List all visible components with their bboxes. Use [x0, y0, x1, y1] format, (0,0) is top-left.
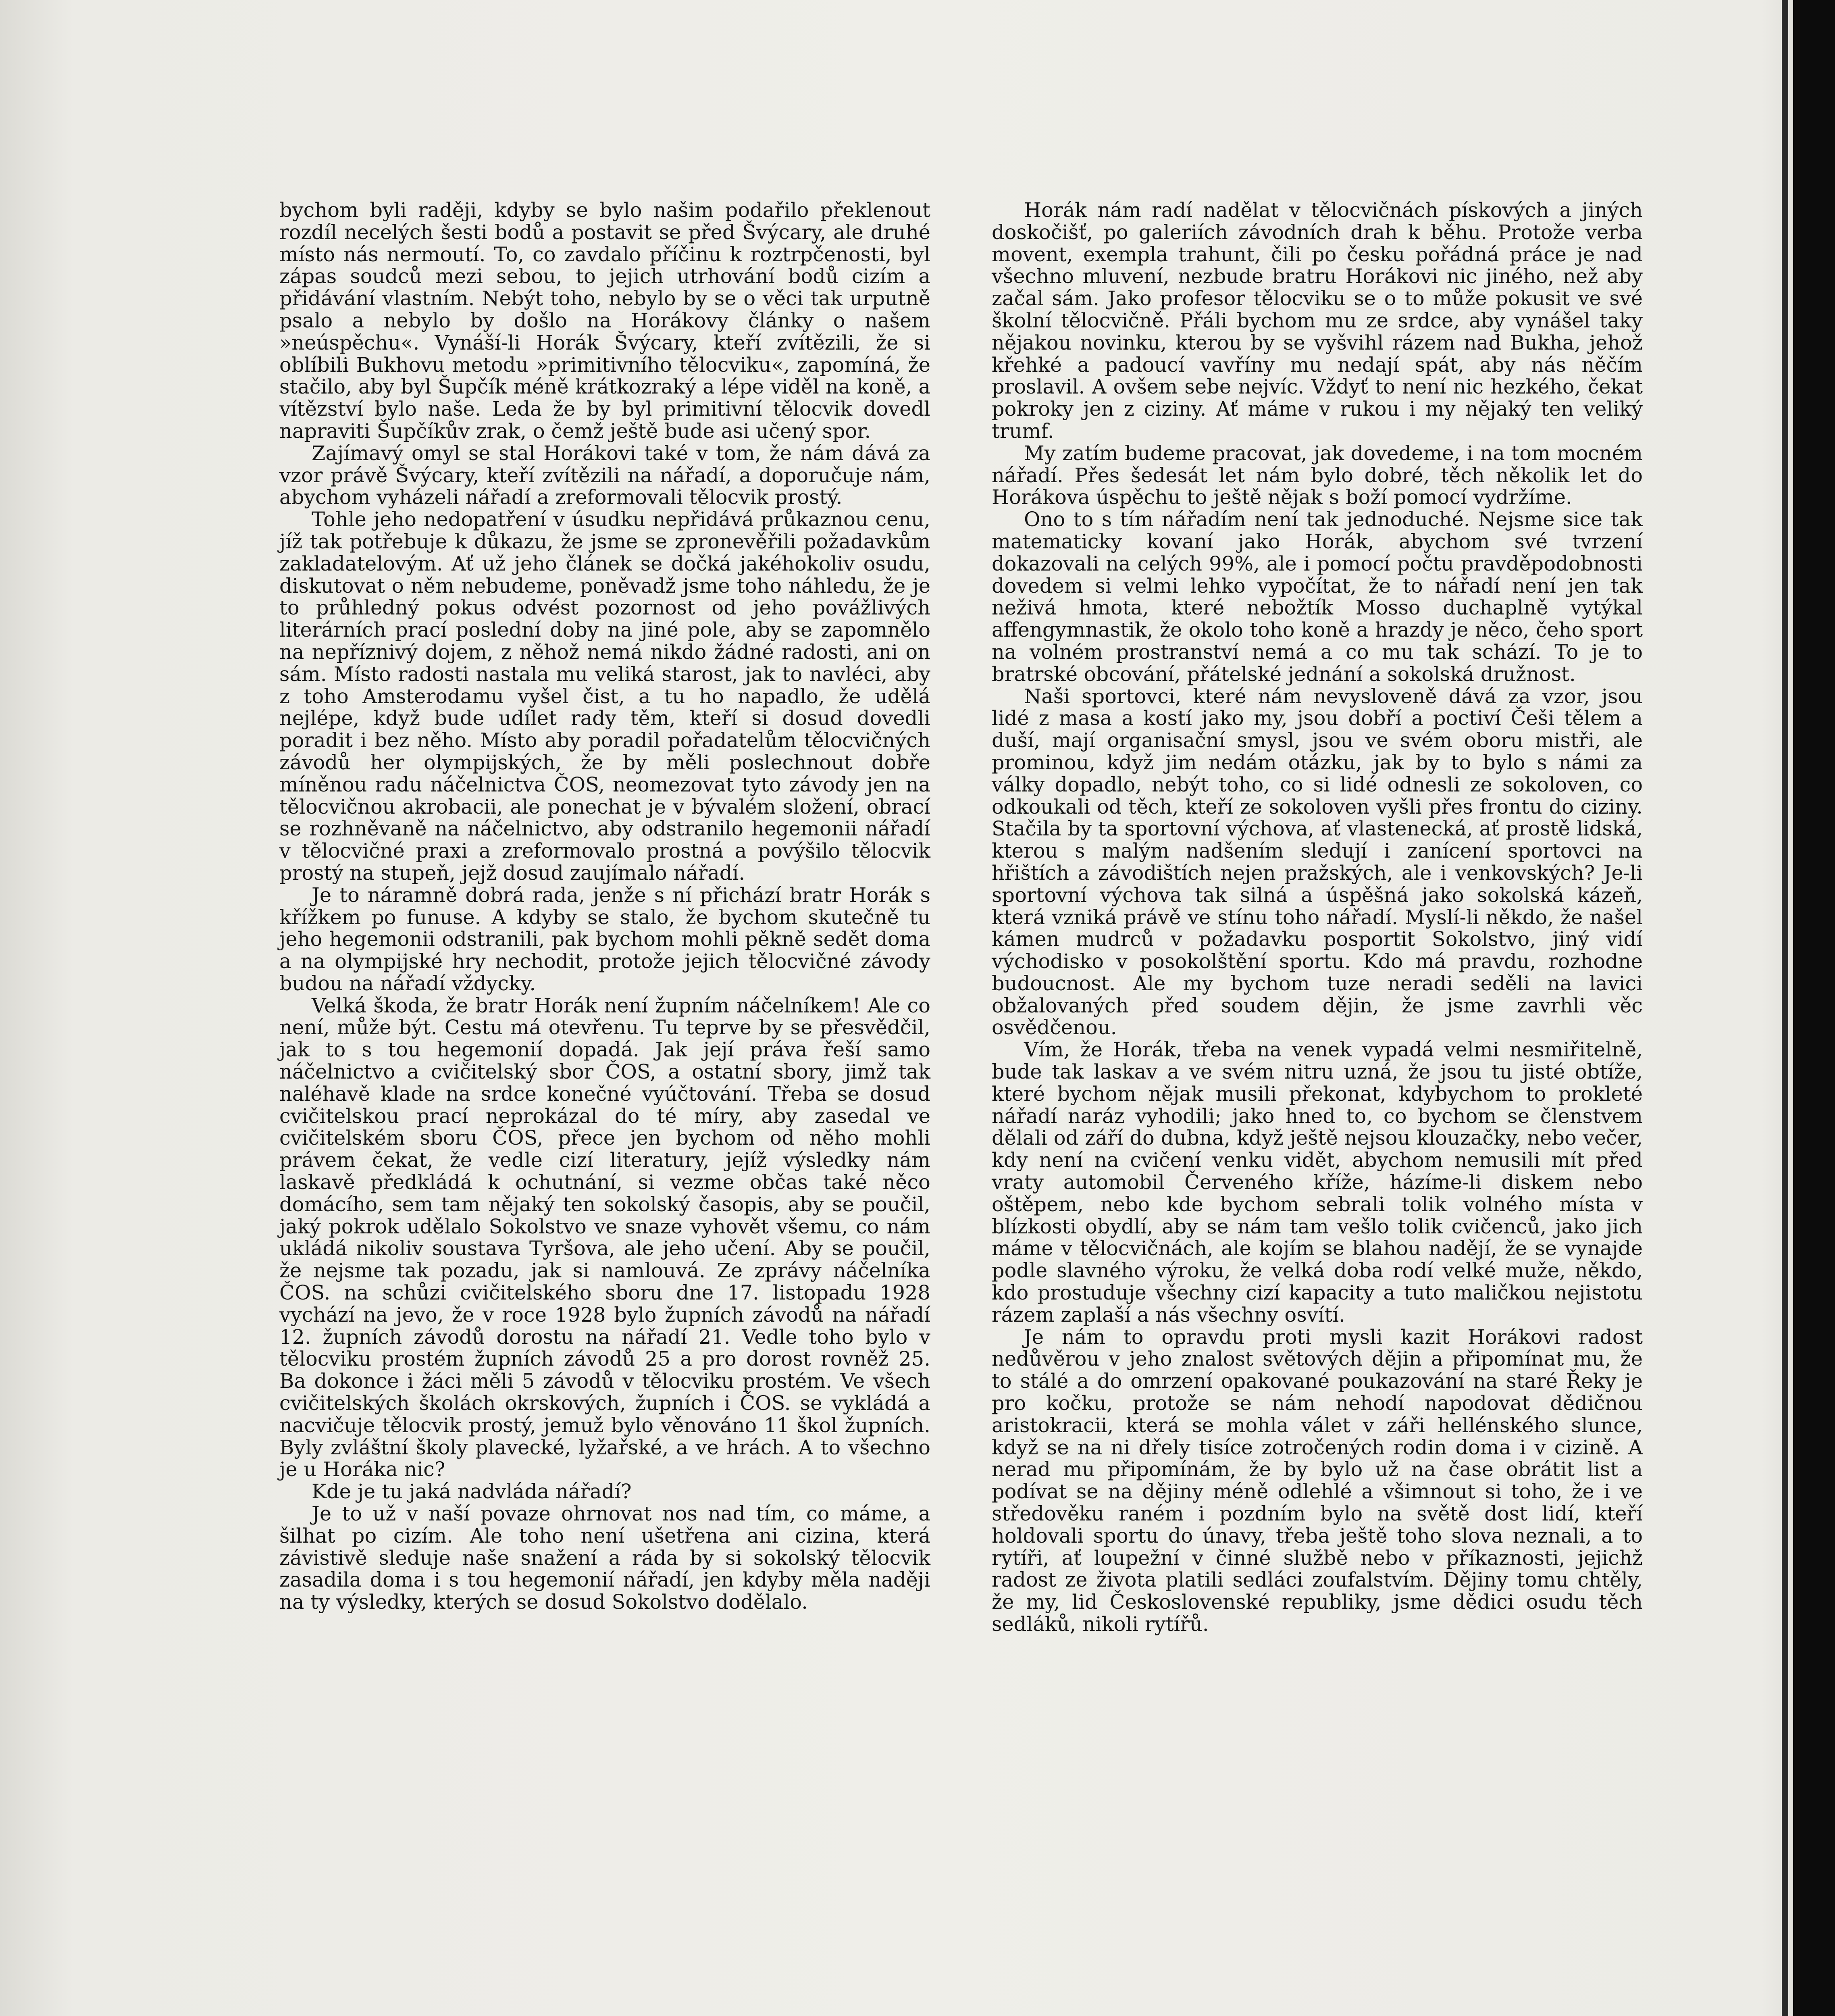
scan-edge [1793, 0, 1835, 2016]
right-text-column [992, 199, 1643, 1635]
paragraph: Horák nám radí nadělat v tělocvičnách pískových a jiných doskočišť, po galeriích závodních drah k běhu. Protože verba movent, exempla trahunt, čili po česku pořádná práce je nad všechno mluvení, nezbude bratru Horákovi nic jiného, než aby začal sám. Jako profesor tělocviku se o to může pokusit ve své školní tělocvičně. Přáli bychom mu ze srdce, aby vynášel taky nějakou novinku, kterou by se vyšvihl rázem nad Bukha, jehož křehké a padoucí vavříny mu nedají spát, aby nás něčím proslavil. A ovšem sebe nejvíc. Vždyť to není nic hezkého, čekat pokroky jen z ciziny. Ať máme v rukou i my nějaký ten veliký trumf. [992, 198, 1643, 443]
paragraph: My zatím budeme pracovat, jak dovedeme, i na tom mocném nářadí. Přes šedesát let nám bylo dobré, těch několik let do Horákova úspěchu to ještě nějak s boží pomocí vydržíme. [992, 441, 1643, 509]
paragraph: Zajímavý omyl se stal Horákovi také v tom, že nám dává za vzor právě Švýcary, kteří zvítězili na nářadí, a doporučuje nám, abychom vyházeli nářadí a zreformovali tělocvik prostý. [279, 441, 930, 509]
paragraph: Vím, že Horák, třeba na venek vypadá velmi nesmiřitelně, bude tak laskav a ve svém nitru uzná, že jsou tu jisté obtíže, které bychom nějak musili překonat, kdybychom to prokleté nářadí naráz vyhodili; jako hned to, co bychom se členstvem dělali od září do dubna, když ještě nejsou klouzačky, nebo večer, kdy není na cvičení venku vidět, abychom nemusili mít před vraty automobil Červeného kříže, házíme-li diskem nebo oštěpem, nebo kde bychom sebrali tolik volného místa v blízkosti obydlí, aby se nám tam vešlo tolik cvičenců, jako jich máme v tělocvičnách, ale kojím se blahou nadějí, že se vynajde podle slavného výroku, že velká doba rodí velké muže, někdo, kdo prostuduje všechny cizí kapacity a tuto maličkou nejistotu rázem zaplaší a nás všechny osvítí. [992, 1038, 1643, 1327]
paragraph: Je to náramně dobrá rada, jenže s ní přichází bratr Horák s křížkem po funuse. A kdyby se stalo, že bychom skutečně tu jeho hegemonii odstranili, pak bychom mohli pěkně sedět doma a na olympijské hry nechodit, protože jejich tělocvičné závody budou na nářadí vždycky. [279, 883, 930, 995]
paragraph: Velká škoda, že bratr Horák není župním náčelníkem! Ale co není, může být. Cestu má otevřenu. Tu teprve by se přesvědčil, jak to s tou hegemonií dopadá. Jak její práva řeší samo náčelnictvo a cvičitelský sbor ČOS, a ostatní sbory, jimž tak naléhavě klade na srdce konečné vyúčtování. Třeba se dosud cvičitelskou prací neprokázal do té míry, aby zasedal ve cvičitelském sboru ČOS, přece jen bychom od něho mohli právem čekat, že vedle cizí literatury, jejíž výsledky nám laskavě předkládá k ochutnání, si vezme občas také něco domácího, sem tam nějaký ten sokolský časopis, aby se poučil, jaký pokrok udělalo Sokolstvo ve snaze vyhovět všemu, co nám ukládá nikoliv soustava Tyršova, ale jeho učení. Aby se poučil, že nejsme tak pozadu, jak si namlouvá. Ze zprávy náčelníka ČOS. na schůzi cvičitelského sboru dne 17. listopadu 1928 vychází na jevo, že v roce 1928 bylo župních závodů na nářadí 12. župních závodů dorostu na nářadí 21. Vedle toho bylo v tělocviku prostém župních závodů 25 a pro dorost rovněž 25. Ba dokonce i žáci měli 5 závodů v tělocviku prostém. Ve všech cvičitelských školách okrskových, župních i ČOS. se vykládá a nacvičuje tělocvik prostý, jemuž bylo věnováno 11 škol župních. Byly zvláštní školy plavecké, lyžařské, a ve hrách. A to všechno je u Horáka nic? [279, 993, 930, 1481]
paragraph: bychom byli raději, kdyby se bylo našim podařilo překlenout rozdíl necelých šesti bodů a postavit se před Švýcary, ale druhé místo nás nermoutí. To, co zavdalo příčinu k roztrpčenosti, byl zápas soudců mezi sebou, to jejich utrhování bodů cizím a přidávání vlastním. Nebýt toho, nebylo by se o věci tak urputně psalo a nebylo by došlo na Horákovy články o našem »neúspěchu«. Vynáší-li Horák Švýcary, kteří zvítězili, že si oblíbili Bukhovu metodu »primitivního tělocviku«, zapomíná, že stačilo, aby byl Šupčík méně krátkozraký a lépe viděl na koně, a vítězství bylo naše. Leda že by byl primitivní tělocvik dovedl napraviti Šupčíkův zrak, o čemž ještě bude asi učený spor. [279, 198, 930, 443]
paragraph: Tohle jeho nedopatření v úsudku nepřidává průkaznou cenu, jíž tak potřebuje k důkazu, že jsme se zpronevěřili požadavkům zakladatelovým. Ať už jeho článek se dočká jakéhokoliv osudu, diskutovat o něm nebudeme, poněvadž jsme toho náhledu, že je to průhledný pokus odvést pozornost od jeho povážlivých literárních prací poslední doby na jiné pole, aby se zapomnělo na nepříznivý dojem, z něhož nemá nikdo žádné radosti, ani on sám. Místo radosti nastala mu veliká starost, jak to navléci, aby z toho Amsterodamu vyšel čist, a tu ho napadlo, že udělá nejlépe, když bude udílet rady těm, kteří si dosud dovedli poradit i bez něho. Místo aby poradil pořadatelům tělocvičných závodů her olympijských, že by měli poslechnout dobře míněnou radu náčelnictva ČOS, neomezovat tyto závody jen na tělocvičnou akrobacii, ale ponechat je v bývalém složení, obrací se rozhněvaně na náčelnictvo, aby odstranilo hegemonii nářadí v tělocvičné praxi a zreformovalo prostná a povýšilo tělocvik prostý na stupeň, jejž dosud zaujímalo nářadí. [279, 508, 930, 885]
left-text-column [279, 199, 930, 1613]
scan-edge-line [1782, 0, 1788, 2016]
paragraph: Kde je tu jaká nadvláda nářadí? [312, 1480, 632, 1504]
paragraph: Naši sportovci, které nám nevysloveně dává za vzor, jsou lidé z masa a kostí jako my, jsou dobří a poctiví Češi tělem a duší, mají organisační smysl, jsou ve svém oboru mistři, ale prominou, když jim nedám otázku, jak by to bylo s námi za války dopadlo, nebýt toho, co si lidé odnesli ze sokoloven, co odkoukali od těch, kteří ze sokoloven vyšli přes frontu do ciziny. Stačila by ta sportovní výchova, ať vlastenecká, ať prostě lidská, kterou s malým nadšením sledují i zanícení sportovci na hřištích a závodištích nejen pražských, ale i venkovských? Je-li sportovní výchova tak silná a úspěšná jako sokolská kázeň, která vzniká právě ve stínu toho nářadí. Myslí-li někdo, že našel kámen mudrců v požadavku posportit Sokolstvo, jiný vidí východisko v posokolštění sportu. Kdo má pravdu, rozhodne budoucnost. Ale my bychom tuze neradi seděli na lavici obžalovaných před soudem dějin, že jsme zavrhli věc osvědčenou. [992, 684, 1643, 1039]
paragraph: Je nám to opravdu proti mysli kazit Horákovi radost nedůvěrou v jeho znalost světových dějin a připomínat mu, že to stálé a do omrzení opakované poukazování na staré Řeky je pro kočku, protože se nám nehodí napodovat dědičnou aristokracii, která se mohla válet v záři hellénského slunce, když se na ni dřely tisíce zotročených rodin doma i v cizině. A nerad mu připomínám, že by bylo už na čase obrátit list a podívat se na dějiny méně odlehlé a všimnout si toho, že i ve středověku raném i pozdním bylo na světě dost lidí, kteří holdovali sportu do únavy, třeba ještě toho slova neznali, a to rytíři, ať loupežní v činné službě nebo v příkaznosti, jejichž radost ze života platili sedláci zoufalstvím. Dějiny tomu chtěly, že my, lid Československé republiky, jsme dědici osudu těch sedláků, nikoli rytířů. [992, 1325, 1643, 1636]
paragraph: Je to už v naší povaze ohrnovat nos nad tím, co máme, a šilhat po cizím. Ale toho není ušetřena ani cizina, která závistivě sleduje naše snažení a ráda by si sokolský tělocvik zasadila doma i s tou hegemonií nářadí, jen kdyby měla naději na ty výsledky, kterých se dosud Sokolstvo dodělalo. [279, 1502, 930, 1614]
paragraph: Ono to s tím nářadím není tak jednoduché. Nejsme sice tak matematicky kovaní jako Horák, abychom své tvrzení dokazovali na celých 99%, ale i pomocí počtu pravděpodobnosti dovedem si velmi lehko vypočítat, že to nářadí není jen tak neživá hmota, které nebožtík Mosso duchaplně vytýkal affengymnastik, že okolo toho koně a hrazdy je něco, čeho sport na volném prostranství nemá a co mu tak schází. To je to bratrské obcování, přátelské jednání a sokolská družnost. [992, 508, 1643, 686]
